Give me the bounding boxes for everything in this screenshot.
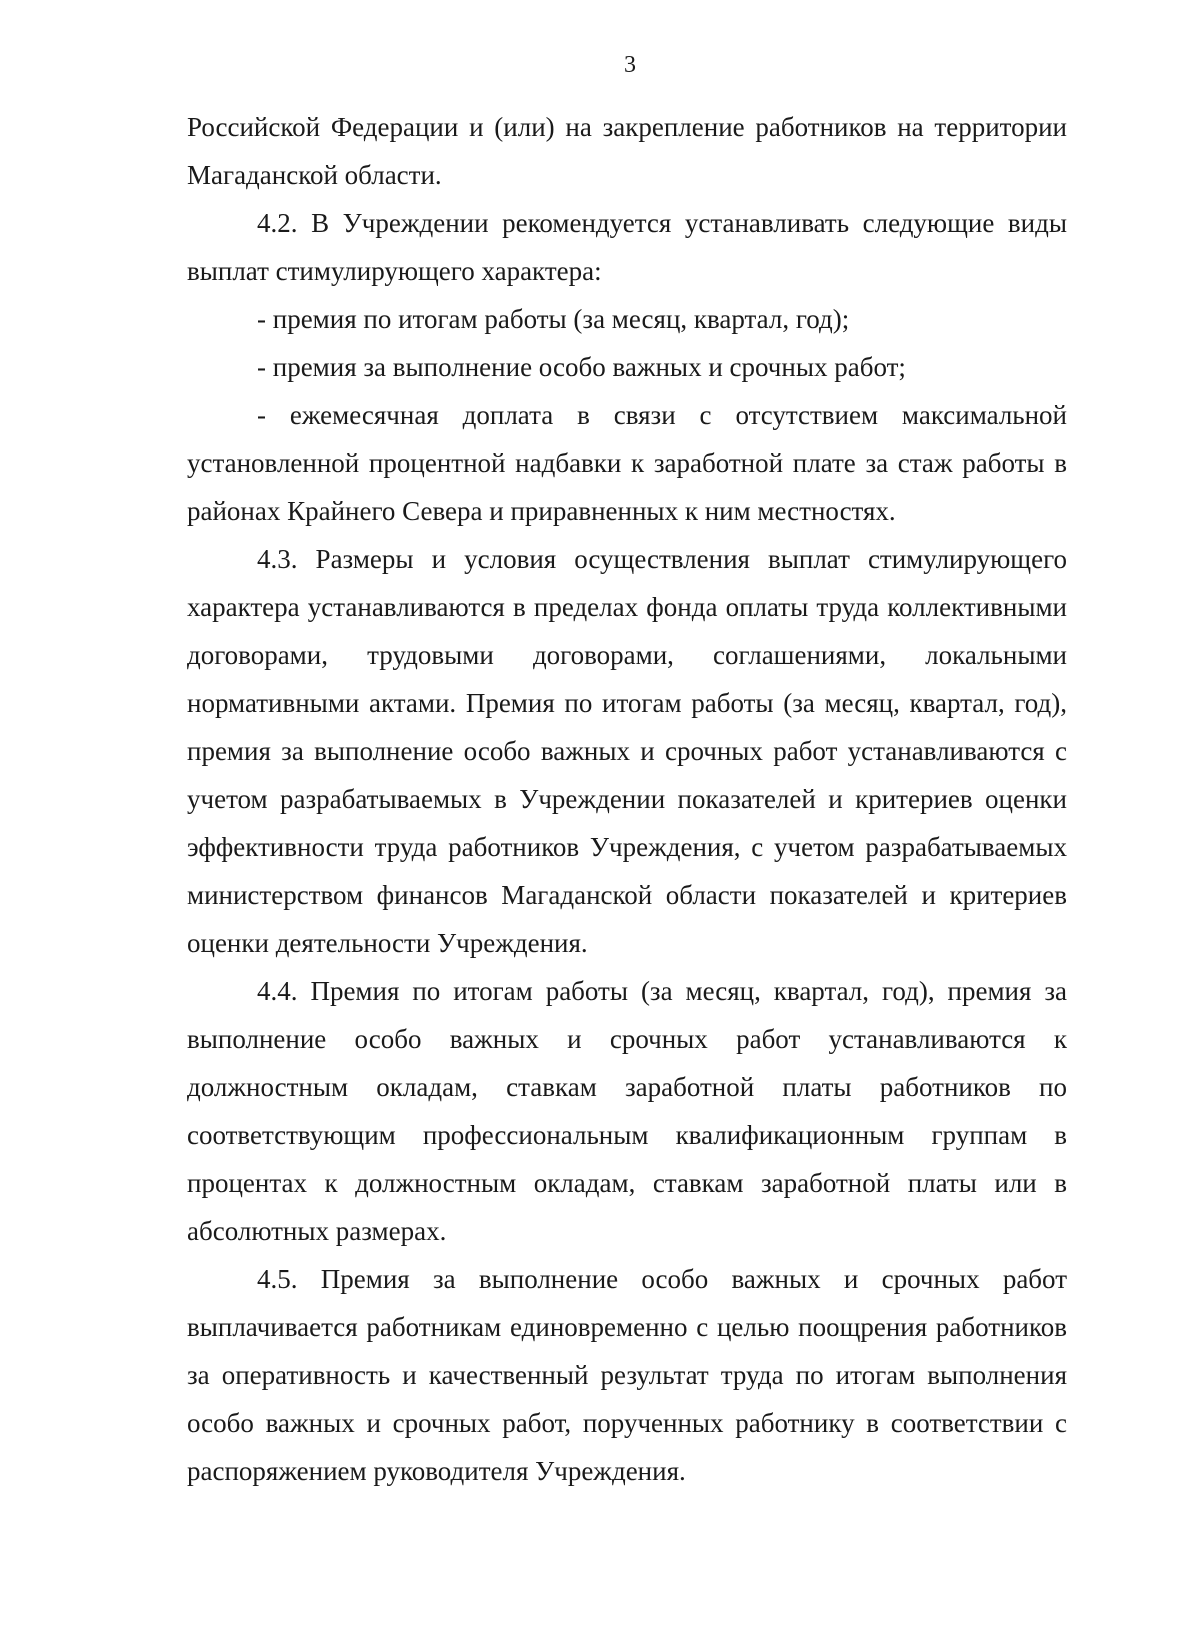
page-number: 3 xyxy=(624,52,636,78)
list-item-monthly-surcharge: - ежемесячная доплата в связи с отсутствием максимальной установленной процентной надбавки к заработной плате за стаж работы в районах Крайнего Севера и приравненных к ним местностях. xyxy=(187,400,1067,526)
paragraph-4-3: 4.3. Размеры и условия осуществления выплат стимулирующего характера устанавливаются в пределах фонда оплаты труда коллективными договорами, трудовыми договорами, соглашениями, локальными нормативными актами. Премия по итогам работы (за месяц, квартал, год), премия за выполнение особо важных и срочных работ устанавливаются с учетом разрабатываемых в Учреждении показателей и критериев оценки эффективности труда работников Учреждения, с учетом разрабатываемых министерством финансов Магаданской области показателей и критериев оценки деятельности Учреждения. xyxy=(187,544,1067,958)
paragraph-continuation: Российской Федерации и (или) на закрепление работников на территории Магаданской области. xyxy=(187,112,1067,190)
paragraph-4-5: 4.5. Премия за выполнение особо важных и срочных работ выплачивается работникам единовременно с целью поощрения работников за оперативность и качественный результат труда по итогам выполнения особо важных и срочных работ, порученных работнику в соответствии с распоряжением руководителя Учреждения. xyxy=(187,1264,1067,1486)
paragraph-4-4: 4.4. Премия по итогам работы (за месяц, квартал, год), премия за выполнение особо важных и срочных работ устанавливаются к должностным окладам, ставкам заработной платы работников по соответствующим профессиональным квалификационным группам в процентах к должностным окладам, ставкам заработной платы или в абсолютных размерах. xyxy=(187,976,1067,1246)
list-item-bonus-urgent-work: - премия за выполнение особо важных и срочных работ; xyxy=(257,352,906,382)
list-item-bonus-period: - премия по итогам работы (за месяц, квартал, год); xyxy=(257,304,850,334)
document-body xyxy=(187,103,1067,1495)
paragraph-4-2: 4.2. В Учреждении рекомендуется устанавливать следующие виды выплат стимулирующего характера: xyxy=(187,208,1067,286)
